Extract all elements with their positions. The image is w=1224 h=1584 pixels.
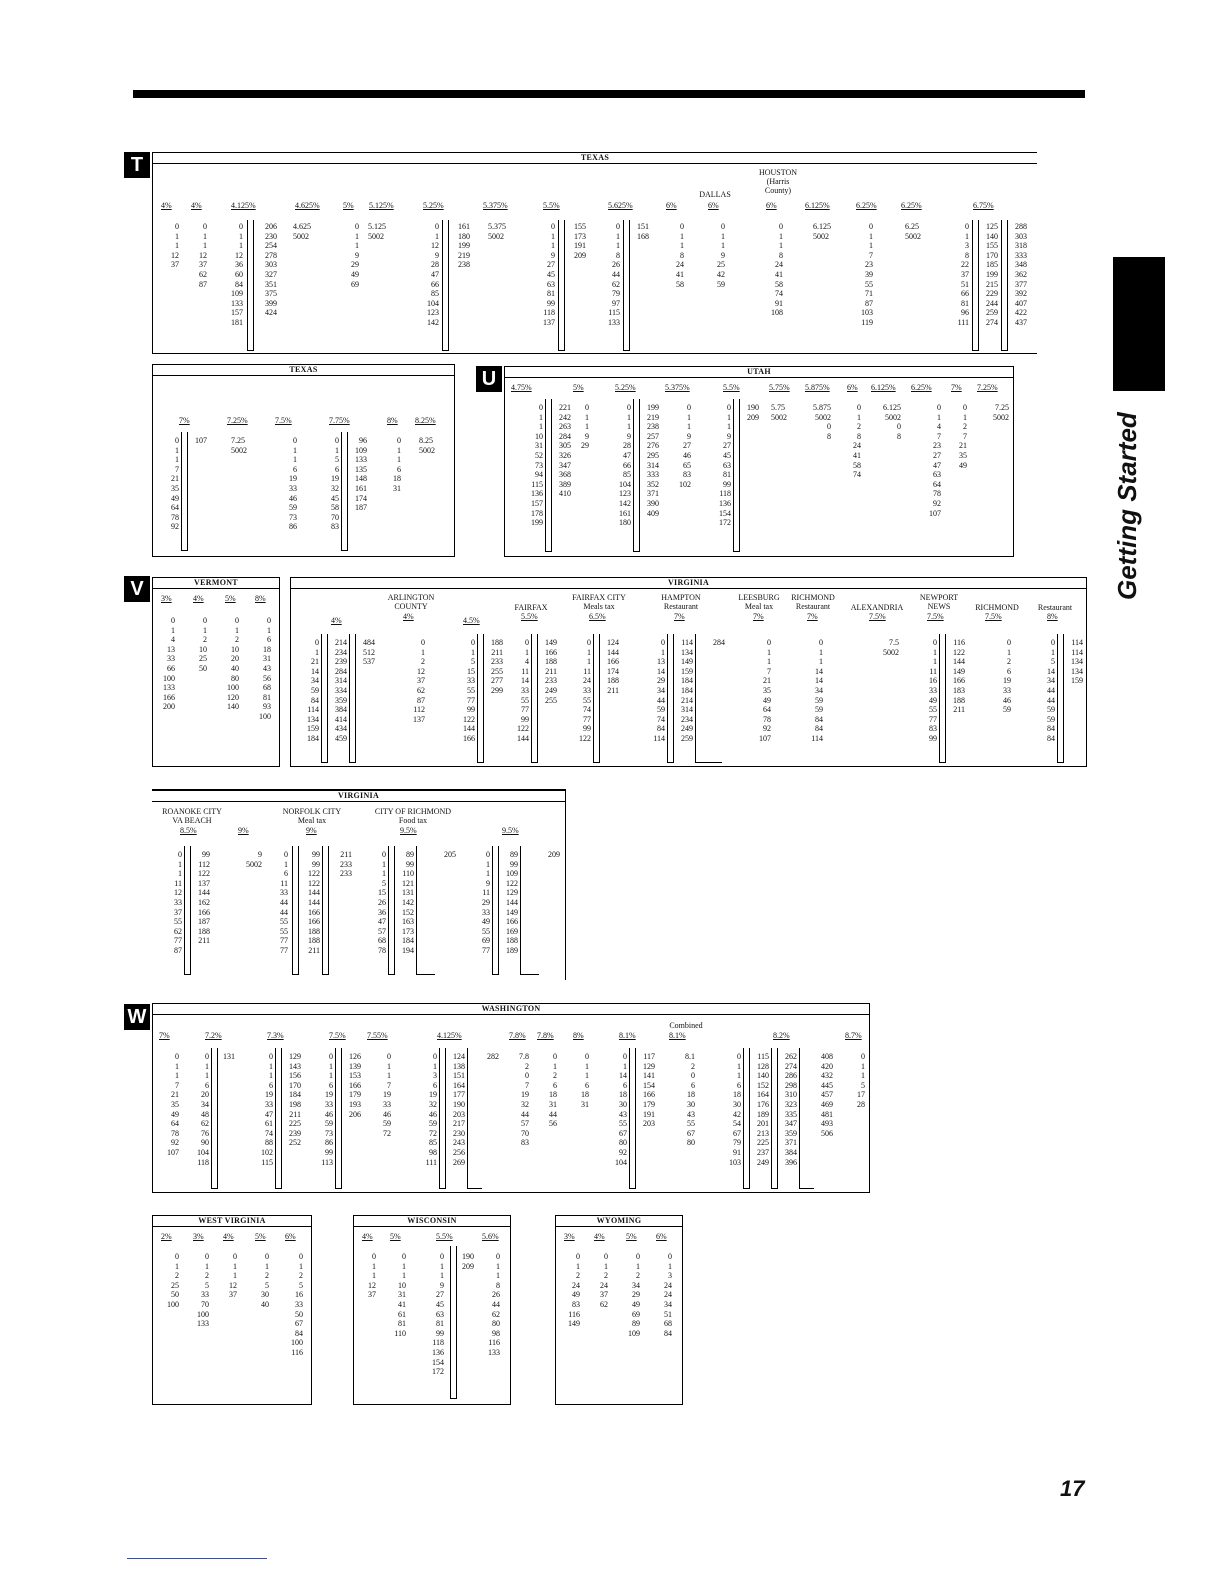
fairfax-city-label: FAIRFAX CITY xyxy=(572,593,626,602)
rate-header: 7.8% xyxy=(537,1031,554,1040)
wisconsin-title: WISCONSIN xyxy=(354,1216,510,1227)
texas-col: 0 1 1 6 19 33 46 59 73 86 xyxy=(289,436,297,532)
rate-header: 8% xyxy=(255,594,266,603)
rate-header: 7% xyxy=(179,416,190,425)
virginia-col: 211 233 233 xyxy=(340,850,352,879)
texas-col: 0 1 1 6 18 31 xyxy=(393,436,401,493)
washington-col: 0 1 14 6 18 30 43 55 67 80 92 104 xyxy=(615,1052,627,1167)
page-number: 17 xyxy=(1060,1476,1085,1501)
combined-label: Combined xyxy=(669,1021,703,1030)
virginia-col: 0 1 1 9 11 29 33 49 55 69 77 xyxy=(482,850,490,955)
rate-header: 7.55% xyxy=(367,1031,388,1040)
texas-col: 7.25 5002 xyxy=(231,436,247,455)
virginia-col: 149 166 188 211 233 249 255 xyxy=(545,638,557,705)
rate-header: 7.5% xyxy=(985,612,1002,621)
virginia-col: 0 1 2 12 37 62 87 112 137 xyxy=(413,638,425,724)
utah-col: 7.25 5002 xyxy=(993,403,1009,422)
texas-col: 161 180 199 219 238 xyxy=(458,222,470,270)
texas-col: 0 1 12 9 28 47 66 85 104 123 142 xyxy=(427,222,439,327)
texas-col: 0 1 1 7 21 35 49 64 78 92 xyxy=(171,436,179,532)
virginia-col: 0 1 1 5 15 26 36 47 57 68 78 xyxy=(378,850,386,955)
norfolk-label: NORFOLK CITY xyxy=(282,807,342,816)
utah-col: 0 1 1 10 31 52 73 94 115 136 157 178 199 xyxy=(531,403,543,528)
rate-header: 4% xyxy=(223,1232,234,1241)
utah-col: 6.125 5002 0 8 xyxy=(883,403,901,441)
virginia-col: 284 xyxy=(713,638,725,647)
rate-header: 4.125% xyxy=(437,1031,462,1040)
texas-col: 0 1 1 8 26 44 62 79 97 115 133 xyxy=(608,222,620,327)
rate-header: 6% xyxy=(708,201,719,210)
rate-header: 7.75% xyxy=(329,416,350,425)
washington-col: 8.1 2 0 6 18 30 43 55 67 80 xyxy=(685,1052,695,1148)
texas-col: 0 1 1 9 25 42 59 xyxy=(717,222,725,289)
wisconsin-col: 0 1 1 10 31 41 61 81 110 xyxy=(394,1252,406,1338)
west-virginia-col: 0 1 2 25 50 100 xyxy=(167,1252,179,1309)
wyoming-col: 0 1 2 24 37 62 xyxy=(600,1252,608,1309)
texas-title: TEXAS xyxy=(153,152,1037,164)
norfolk-label: Meal tax xyxy=(297,816,327,825)
rate-header: 4% xyxy=(594,1232,605,1241)
virginia-col: 188 211 233 255 277 299 xyxy=(491,638,503,695)
bracket xyxy=(467,1048,482,1189)
rate-header: 4% xyxy=(193,594,204,603)
texas-table-top xyxy=(152,152,1037,354)
texas-table-bottom xyxy=(152,364,455,557)
texas-col: 125 140 155 170 185 199 215 229 244 259 274 xyxy=(986,222,998,327)
rate-header: 8.5% xyxy=(180,826,197,835)
rate-header: 9% xyxy=(306,826,317,835)
virginia-col: 0 1 4 11 14 33 55 77 99 122 144 xyxy=(517,638,529,743)
virginia-col: 114 134 149 159 184 184 214 314 234 249 259 xyxy=(681,638,693,743)
wyoming-col: 0 1 2 24 49 83 116 149 xyxy=(568,1252,580,1329)
alexandria-label: ALEXANDRIA xyxy=(850,603,904,612)
houston-label-1: HOUSTON xyxy=(758,168,798,177)
texas-col: 4.625 5002 xyxy=(293,222,311,241)
rate-header: 8.7% xyxy=(845,1031,862,1040)
washington-col: 0 1 1 7 19 33 46 59 72 xyxy=(383,1052,391,1138)
washington-col: 0 1 2 6 18 31 44 56 xyxy=(549,1052,557,1129)
wisconsin-col: 190 209 xyxy=(462,1252,474,1271)
virginia-title: VIRGINIA xyxy=(291,578,1086,589)
washington-col: 0 1 1 6 18 30 42 54 67 79 91 103 xyxy=(729,1052,741,1167)
washington-col: 124 138 151 164 177 190 203 217 230 243 256 269 xyxy=(453,1052,465,1167)
west-virginia-col: 0 1 2 5 30 40 xyxy=(261,1252,269,1309)
rate-header: 5.25% xyxy=(615,383,636,392)
texas-col: 0 1 1 12 36 60 84 109 133 157 181 xyxy=(231,222,243,327)
newport-label: NEWS xyxy=(927,602,951,611)
texas-col: 155 173 191 209 xyxy=(574,222,586,260)
rate-header: 5.375% xyxy=(665,383,690,392)
virginia-col: 484 512 537 xyxy=(363,638,375,667)
rate-header: 6.25% xyxy=(901,201,922,210)
hampton-label: HAMPTON xyxy=(661,593,701,602)
washington-col: 0 1 1 6 19 33 46 59 73 86 99 113 xyxy=(321,1052,333,1167)
virginia-col: 0 1 21 14 34 59 84 114 134 159 184 xyxy=(307,638,319,743)
washington-col: 117 129 141 154 166 179 191 203 xyxy=(643,1052,655,1129)
section-letter-u: U xyxy=(476,366,502,392)
vermont-col: 0 1 4 13 33 66 100 133 166 200 xyxy=(163,616,175,712)
virginia-col: 209 xyxy=(548,850,560,859)
washington-col: 408 420 432 445 457 469 481 493 506 xyxy=(821,1052,833,1138)
rate-header: 7.25% xyxy=(227,416,248,425)
virginia-col: 0 1 5 14 34 44 44 59 59 84 84 xyxy=(1047,638,1055,743)
west-virginia-col: 0 1 2 5 33 70 100 133 xyxy=(197,1252,209,1329)
virginia-col: 0 1 1 11 16 33 49 55 77 83 99 xyxy=(929,638,937,743)
section-tab-marker xyxy=(1113,257,1165,391)
texas-col: 6.125 5002 xyxy=(813,222,831,241)
virginia-col: 0 1 5 15 33 55 77 99 122 144 166 xyxy=(463,638,475,743)
wyoming-table xyxy=(555,1215,683,1405)
rate-header: 4% xyxy=(161,201,172,210)
utah-table xyxy=(504,366,1014,557)
rate-header: 4.625% xyxy=(295,201,320,210)
utah-col: 0 1 1 9 27 45 63 81 99 118 136 154 172 xyxy=(719,403,731,528)
rate-header: 4.75% xyxy=(511,383,532,392)
rate-header: 6% xyxy=(847,383,858,392)
virginia-table-bottom xyxy=(152,789,566,980)
vermont-title: VERMONT xyxy=(153,578,279,589)
virginia-col: 89 99 109 122 129 144 149 166 169 188 189 xyxy=(506,850,518,955)
virginia-col: 0 1 2 6 19 33 46 59 xyxy=(1003,638,1011,715)
virginia-col: 0 1 13 14 29 34 44 59 74 84 114 xyxy=(653,638,665,743)
rate-header: 8% xyxy=(573,1031,584,1040)
bracket xyxy=(416,846,435,975)
virginia-col: 114 114 134 134 159 xyxy=(1071,638,1083,686)
virginia-col: 0 1 1 11 24 33 55 74 77 99 122 xyxy=(579,638,591,743)
washington-col: 0 1 1 6 19 33 47 61 74 88 102 115 xyxy=(261,1052,273,1167)
wisconsin-col: 0 1 1 12 37 xyxy=(368,1252,376,1300)
bracket xyxy=(695,634,722,763)
west-virginia-table xyxy=(152,1215,312,1405)
rate-header: 7.2% xyxy=(205,1031,222,1040)
wisconsin-table xyxy=(353,1215,511,1405)
rate-header: 5.6% xyxy=(482,1232,499,1241)
richmond-label: Food tax xyxy=(398,816,428,825)
roanoke-label: VA BEACH xyxy=(172,816,212,825)
rate-header: 4% xyxy=(403,612,414,621)
virginia-col: 0 1 1 11 12 33 37 55 62 77 87 xyxy=(174,850,182,955)
rate-header: 4.5% xyxy=(463,616,480,625)
rate-header: 3% xyxy=(193,1232,204,1241)
texas-col: 0 1 5 6 19 32 45 58 70 83 xyxy=(331,436,339,532)
west-virginia-title: WEST VIRGINIA xyxy=(153,1216,311,1227)
west-virginia-col: 0 1 2 5 16 33 50 67 84 100 116 xyxy=(291,1252,303,1357)
rate-header: 6.125% xyxy=(805,201,830,210)
rate-header: 7.5% xyxy=(275,416,292,425)
utah-col: 0 1 4 7 23 27 47 63 64 78 92 107 xyxy=(929,403,941,518)
bracket xyxy=(799,1048,814,1189)
washington-col: 0 1 1 7 21 35 49 64 78 92 107 xyxy=(167,1052,179,1157)
texas-col: 151 168 xyxy=(637,222,649,241)
virginia-col: 7.5 5002 xyxy=(883,638,899,657)
virginia-col: 89 99 110 121 131 142 152 163 173 184 194 xyxy=(402,850,414,955)
wyoming-title: WYOMING xyxy=(556,1216,682,1227)
fairfax-label: FAIRFAX xyxy=(514,603,548,612)
rate-header: 5.75% xyxy=(769,383,790,392)
rate-header: 5% xyxy=(626,1232,637,1241)
texas-col: 0 1 1 8 24 41 58 74 91 108 xyxy=(771,222,783,318)
rate-header: 7.5% xyxy=(869,612,886,621)
hampton-label: Restaurant xyxy=(663,602,699,611)
texas-col: 0 1 1 9 27 45 63 81 99 118 137 xyxy=(543,222,555,327)
vermont-col: 0 1 6 18 31 43 56 68 81 93 100 xyxy=(259,616,271,721)
virginia-col: 124 144 166 174 188 211 xyxy=(607,638,619,695)
arlington-label: COUNTY xyxy=(394,602,428,611)
rate-header: 5% xyxy=(225,594,236,603)
arlington-label: ARLINGTON xyxy=(387,593,435,602)
virginia-title: VIRGINIA xyxy=(152,790,565,802)
utah-col: 0 1 1 9 27 46 65 83 102 xyxy=(679,403,691,489)
section-letter-w: W xyxy=(124,1004,150,1030)
texas-title: TEXAS xyxy=(153,364,454,376)
rate-header: 5.5% xyxy=(543,201,560,210)
wisconsin-col: 0 1 1 9 27 45 63 81 99 118 136 154 172 xyxy=(432,1252,444,1377)
rate-header: 6.75% xyxy=(973,201,994,210)
rate-header: 6.25% xyxy=(856,201,877,210)
utah-title: UTAH xyxy=(505,367,1013,378)
texas-col: 206 230 254 278 303 327 351 375 399 424 xyxy=(265,222,277,318)
rate-header: 9% xyxy=(238,826,249,835)
virginia-table-top xyxy=(290,577,1087,767)
virginia-col: 0 1 1 7 21 35 49 64 78 92 107 xyxy=(759,638,771,743)
rate-header: 6% xyxy=(285,1232,296,1241)
rate-header: 3% xyxy=(161,594,172,603)
rate-header: 5% xyxy=(343,201,354,210)
texas-col: 0 1 1 9 29 49 69 xyxy=(351,222,359,289)
rate-header: 5.5% xyxy=(521,612,538,621)
west-virginia-col: 0 1 1 12 37 xyxy=(229,1252,237,1300)
section-letter-v: V xyxy=(124,576,150,602)
rate-header: 5% xyxy=(390,1232,401,1241)
wyoming-col: 0 1 2 34 29 49 69 89 109 xyxy=(628,1252,640,1338)
rate-header: 7.5% xyxy=(927,612,944,621)
richmond-label: RICHMOND xyxy=(791,593,835,602)
rate-header: 8.1% xyxy=(669,1031,686,1040)
texas-col: 96 109 133 135 148 161 174 187 xyxy=(355,436,367,513)
rate-header: 6% xyxy=(766,201,777,210)
rate-header: 6.125% xyxy=(871,383,896,392)
dallas-label: DALLAS xyxy=(699,190,731,199)
rate-header: 7% xyxy=(807,612,818,621)
rate-header: 5.5% xyxy=(436,1232,453,1241)
wyoming-col: 0 1 3 24 24 34 51 68 84 xyxy=(664,1252,672,1338)
rate-header: 4.125% xyxy=(231,201,256,210)
virginia-col: 0 1 6 11 33 44 44 55 55 77 77 xyxy=(280,850,288,955)
rate-header: 7.3% xyxy=(267,1031,284,1040)
rate-header: 9.5% xyxy=(400,826,417,835)
washington-col: 282 xyxy=(487,1052,499,1061)
texas-col: 0 1 3 8 22 37 51 66 81 96 111 xyxy=(957,222,969,327)
bracket xyxy=(520,846,539,975)
rate-header: 6% xyxy=(656,1232,667,1241)
rate-header: 5.875% xyxy=(805,383,830,392)
rate-header: 6.5% xyxy=(589,612,606,621)
rate-header: 5.375% xyxy=(483,201,508,210)
rate-header: 5% xyxy=(255,1232,266,1241)
texas-col: 107 xyxy=(195,436,207,445)
footer-link-line xyxy=(127,1558,267,1559)
vermont-col: 0 1 2 10 25 50 xyxy=(199,616,207,673)
virginia-col: 205 xyxy=(444,850,456,859)
texas-col: 5.125 5002 xyxy=(368,222,386,241)
texas-col: 0 1 1 7 23 39 55 71 87 103 119 xyxy=(861,222,873,327)
rate-header: 2% xyxy=(161,1232,172,1241)
utah-col: 0 1 2 8 24 41 58 74 xyxy=(853,403,861,480)
virginia-col: 99 112 122 137 144 162 166 187 188 211 xyxy=(198,850,210,946)
washington-col: 0 1 1 6 20 34 48 62 76 90 104 118 xyxy=(197,1052,209,1167)
texas-col: 8.25 5002 xyxy=(419,436,435,455)
washington-col: 262 274 286 298 310 323 335 347 359 371 384 396 xyxy=(785,1052,797,1167)
washington-col: 0 1 1 6 18 31 xyxy=(581,1052,589,1109)
rate-header: 7% xyxy=(951,383,962,392)
rate-header: 8.1% xyxy=(619,1031,636,1040)
utah-col: 190 209 xyxy=(747,403,759,422)
rate-header: 8.25% xyxy=(415,416,436,425)
rate-header: 5.25% xyxy=(423,201,444,210)
virginia-col: 214 234 239 284 314 334 359 384 414 434 459 xyxy=(335,638,347,743)
rate-header: 7.8% xyxy=(509,1031,526,1040)
virginia-col: 99 99 122 122 144 144 166 166 188 188 211 xyxy=(308,850,320,955)
utah-col: 5.875 5002 0 8 xyxy=(813,403,831,441)
washington-col: 126 139 153 166 179 193 206 xyxy=(349,1052,361,1119)
utah-col: 0 1 1 9 28 47 66 85 104 123 142 161 180 xyxy=(619,403,631,528)
restaurant-label: Restaurant xyxy=(1037,603,1073,612)
utah-col: 0 1 2 7 21 35 49 xyxy=(959,403,967,470)
washington-col: 129 143 156 170 184 198 211 225 239 252 xyxy=(289,1052,301,1148)
section-tab-text: Getting Started xyxy=(1112,412,1142,600)
vermont-table xyxy=(152,577,280,767)
leesburg-label: LEESBURG xyxy=(738,593,780,602)
washington-col: 0 1 3 6 19 32 46 59 72 85 98 111 xyxy=(425,1052,437,1167)
utah-col: 0 1 1 9 29 xyxy=(581,403,589,451)
texas-col: 0 1 1 12 37 xyxy=(171,222,179,270)
rate-header: 8% xyxy=(387,416,398,425)
texas-col: 0 1 1 8 24 41 58 xyxy=(676,222,684,289)
bracket xyxy=(181,432,188,551)
rate-header: 7.25% xyxy=(977,383,998,392)
texas-col: 0 1 1 12 37 62 87 xyxy=(199,222,207,289)
rate-header: 7% xyxy=(753,612,764,621)
richmond-label: Restaurant xyxy=(795,602,831,611)
texas-col: 288 303 318 333 348 362 377 392 407 422 437 xyxy=(1015,222,1027,327)
wisconsin-col: 0 1 1 8 26 44 62 80 98 116 133 xyxy=(488,1252,500,1357)
rate-header: 3% xyxy=(564,1232,575,1241)
rate-header: 4% xyxy=(191,201,202,210)
fairfax-city-label: Meals tax xyxy=(583,602,615,611)
utah-col: 221 242 263 284 305 326 347 368 389 410 xyxy=(559,403,571,499)
washington-col: 115 128 140 152 164 176 189 201 213 225 237 249 xyxy=(757,1052,769,1167)
richmond2-label: RICHMOND xyxy=(975,603,1019,612)
texas-col: 6.25 5002 xyxy=(905,222,921,241)
rate-header: 7.5% xyxy=(329,1031,346,1040)
rate-header: 4% xyxy=(362,1232,373,1241)
houston-label-2: (Harris xyxy=(766,177,790,186)
section-letter-t: T xyxy=(124,152,150,178)
utah-col: 199 219 238 257 276 295 314 333 352 371 390 409 xyxy=(647,403,659,518)
texas-col: 5.375 5002 xyxy=(488,222,506,241)
rate-header: 5.125% xyxy=(369,201,394,210)
rate-header: 9.5% xyxy=(502,826,519,835)
rate-header: 8.2% xyxy=(773,1031,790,1040)
virginia-col: 9 5002 xyxy=(246,850,262,869)
rate-header: 5.5% xyxy=(723,383,740,392)
top-rule xyxy=(133,90,1085,98)
houston-label-3: County) xyxy=(764,186,792,195)
washington-col: 7.8 2 0 7 19 32 44 57 70 83 xyxy=(519,1052,529,1148)
richmond-label: CITY OF RICHMOND xyxy=(374,807,452,816)
bracket xyxy=(211,1048,218,1189)
rate-header: 7% xyxy=(159,1031,170,1040)
virginia-col: 0 1 1 14 14 34 59 59 84 84 114 xyxy=(811,638,823,743)
roanoke-label: ROANOKE CITY xyxy=(162,807,222,816)
washington-col: 131 xyxy=(223,1052,235,1061)
rate-header: 7% xyxy=(674,612,685,621)
washington-table xyxy=(152,1003,870,1193)
leesburg-label: Meal tax xyxy=(744,602,774,611)
washington-title: WASHINGTON xyxy=(153,1004,869,1015)
vermont-col: 0 1 2 10 20 40 80 100 120 140 xyxy=(227,616,239,712)
rate-header: 6% xyxy=(666,201,677,210)
newport-label: NEWPORT xyxy=(919,593,959,602)
rate-header: 8% xyxy=(1047,612,1058,621)
washington-col: 0 1 1 5 17 28 xyxy=(857,1052,865,1109)
virginia-col: 116 122 144 149 166 183 188 211 xyxy=(953,638,965,715)
rate-header: 4% xyxy=(331,616,342,625)
utah-col: 5.75 5002 xyxy=(771,403,787,422)
rate-header: 5.625% xyxy=(608,201,633,210)
rate-header: 5% xyxy=(573,383,584,392)
rate-header: 6.25% xyxy=(911,383,932,392)
